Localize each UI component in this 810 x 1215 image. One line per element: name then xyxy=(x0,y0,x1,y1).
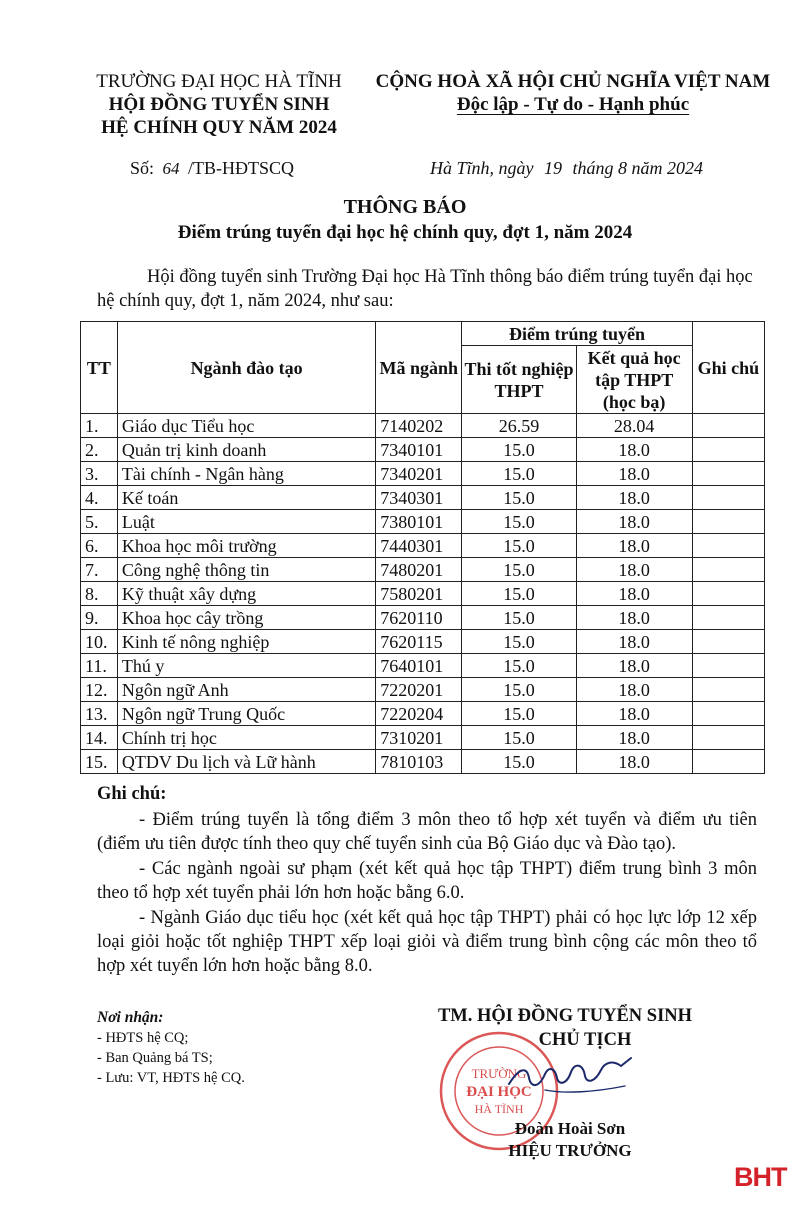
date-prefix: Hà Tĩnh, ngày xyxy=(430,158,534,178)
row-record-score: 18.0 xyxy=(576,606,692,630)
row-record-score: 18.0 xyxy=(576,438,692,462)
row-exam-score: 15.0 xyxy=(462,606,576,630)
row-tt: 11. xyxy=(81,654,118,678)
row-major-name: Ngôn ngữ Anh xyxy=(117,678,375,702)
row-major-name: Kỹ thuật xây dựng xyxy=(117,582,375,606)
national-motto: Độc lập - Tự do - Hạnh phúc xyxy=(456,94,690,115)
row-record-score: 18.0 xyxy=(576,534,692,558)
row-exam-score: 15.0 xyxy=(462,486,576,510)
table-header-row xyxy=(81,322,765,346)
row-note xyxy=(692,486,764,510)
row-major-code: 7620115 xyxy=(376,630,462,654)
row-major-code: 7380101 xyxy=(376,510,462,534)
header-note: Ghi chú xyxy=(692,322,764,414)
header-record-score: Kết quả học tập THPT (học bạ) xyxy=(576,346,692,414)
row-tt: 1. xyxy=(81,414,118,438)
row-note xyxy=(692,702,764,726)
note-item: - Điểm trúng tuyển là tổng điểm 3 môn theo tổ hợp xét tuyển và điểm ưu tiên (điểm ưu tiên được tính theo quy chế tuyển sinh của Bộ Giáo dục và Đào tạo). xyxy=(97,810,757,854)
row-major-name: Khoa học cây trồng xyxy=(117,606,375,630)
handwritten-signature-icon xyxy=(505,1050,635,1100)
row-exam-score: 15.0 xyxy=(462,678,576,702)
recipient-item: - Ban Quảng bá TS; xyxy=(97,1050,213,1066)
table-row xyxy=(81,558,765,582)
signer-name: Đoàn Hoài Sơn xyxy=(514,1119,626,1138)
row-record-score: 18.0 xyxy=(576,750,692,774)
row-major-name: Quản trị kinh doanh xyxy=(117,438,375,462)
row-note xyxy=(692,750,764,774)
row-exam-score: 15.0 xyxy=(462,750,576,774)
row-exam-score: 15.0 xyxy=(462,462,576,486)
note-item: - Các ngành ngoài sư phạm (xét kết quả học tập THPT) điểm trung bình 3 môn theo tổ hợp xét tuyển phải lớn hơn hoặc bằng 6.0. xyxy=(97,859,757,903)
row-record-score: 18.0 xyxy=(576,678,692,702)
reference-prefix: Số: xyxy=(130,158,155,178)
row-tt: 7. xyxy=(81,558,118,582)
row-tt: 6. xyxy=(81,534,118,558)
row-major-name: Khoa học môi trường xyxy=(117,534,375,558)
table-row xyxy=(81,702,765,726)
header-exam-score: Thi tốt nghiệp THPT xyxy=(462,346,576,414)
table-row xyxy=(81,534,765,558)
row-tt: 8. xyxy=(81,582,118,606)
stamp-line2: ĐẠI HỌC xyxy=(466,1084,532,1100)
row-major-code: 7480201 xyxy=(376,558,462,582)
row-note xyxy=(692,630,764,654)
issuer-council: HỘI ĐỒNG TUYỂN SINH xyxy=(108,94,330,115)
row-major-code: 7810103 xyxy=(376,750,462,774)
row-tt: 13. xyxy=(81,702,118,726)
notes-heading: Ghi chú: xyxy=(97,784,167,804)
national-header xyxy=(368,70,778,116)
row-major-name: Kinh tế nông nghiệp xyxy=(117,630,375,654)
row-note xyxy=(692,678,764,702)
row-major-code: 7340101 xyxy=(376,438,462,462)
reference-code: /TB-HĐTSCQ xyxy=(188,158,295,178)
row-exam-score: 15.0 xyxy=(462,726,576,750)
stamp-line3: HÀ TĨNH xyxy=(474,1102,524,1116)
row-major-name: Luật xyxy=(117,510,375,534)
row-major-name: QTDV Du lịch và Lữ hành xyxy=(117,750,375,774)
date-rest: tháng 8 năm 2024 xyxy=(572,158,703,178)
row-major-name: Tài chính - Ngân hàng xyxy=(117,462,375,486)
row-major-code: 7640101 xyxy=(376,654,462,678)
row-major-code: 7140202 xyxy=(376,414,462,438)
row-tt: 9. xyxy=(81,606,118,630)
row-exam-score: 15.0 xyxy=(462,702,576,726)
row-exam-score: 15.0 xyxy=(462,534,576,558)
document-title: THÔNG BÁO xyxy=(343,196,467,218)
reference-number xyxy=(130,158,294,179)
row-record-score: 18.0 xyxy=(576,702,692,726)
recipient-item: - Lưu: VT, HĐTS hệ CQ. xyxy=(97,1070,245,1086)
row-tt: 3. xyxy=(81,462,118,486)
row-exam-score: 15.0 xyxy=(462,558,576,582)
row-tt: 2. xyxy=(81,438,118,462)
table-row xyxy=(81,606,765,630)
signer-role: HIỆU TRƯỞNG xyxy=(508,1141,632,1160)
table-row xyxy=(81,630,765,654)
row-record-score: 18.0 xyxy=(576,510,692,534)
notes-section xyxy=(97,782,757,979)
row-exam-score: 26.59 xyxy=(462,414,576,438)
row-record-score: 18.0 xyxy=(576,630,692,654)
row-major-code: 7220204 xyxy=(376,702,462,726)
row-tt: 4. xyxy=(81,486,118,510)
bht-logo: BHT xyxy=(734,1162,787,1192)
issuer-program: HỆ CHÍNH QUY NĂM 2024 xyxy=(101,117,337,138)
signature-authority: TM. HỘI ĐỒNG TUYỂN SINH xyxy=(437,1006,693,1026)
row-major-code: 7340301 xyxy=(376,486,462,510)
row-tt: 15. xyxy=(81,750,118,774)
row-tt: 5. xyxy=(81,510,118,534)
row-major-code: 7340201 xyxy=(376,462,462,486)
signer-block xyxy=(470,1118,670,1162)
table-row xyxy=(81,438,765,462)
row-record-score: 18.0 xyxy=(576,558,692,582)
row-record-score: 18.0 xyxy=(576,486,692,510)
header-score-group: Điểm trúng tuyển xyxy=(462,322,692,346)
issuer-header xyxy=(80,70,358,139)
row-major-name: Ngôn ngữ Trung Quốc xyxy=(117,702,375,726)
reference-value: 64 xyxy=(162,159,180,178)
row-major-name: Giáo dục Tiểu học xyxy=(117,414,375,438)
national-name: CỘNG HOÀ XÃ HỘI CHỦ NGHĨA VIỆT NAM xyxy=(375,71,771,92)
row-major-name: Chính trị học xyxy=(117,726,375,750)
issuer-university: TRƯỜNG ĐẠI HỌC HÀ TĨNH xyxy=(96,71,342,92)
row-record-score: 18.0 xyxy=(576,654,692,678)
table-row xyxy=(81,462,765,486)
recipients-block xyxy=(97,1008,245,1088)
row-note xyxy=(692,510,764,534)
recipient-item: - HĐTS hệ CQ; xyxy=(97,1030,189,1046)
table-row xyxy=(81,510,765,534)
row-exam-score: 15.0 xyxy=(462,630,576,654)
table-row xyxy=(81,726,765,750)
issue-date xyxy=(430,158,703,179)
intro-paragraph: Hội đồng tuyển sinh Trường Đại học Hà Tĩnh thông báo điểm trúng tuyển đại học hệ chính quy, đợt 1, năm 2024, như sau: xyxy=(97,267,753,311)
row-tt: 14. xyxy=(81,726,118,750)
document-subtitle: Điểm trúng tuyển đại học hệ chính quy, đợt 1, năm 2024 xyxy=(177,222,633,243)
row-tt: 10. xyxy=(81,630,118,654)
note-item: - Ngành Giáo dục tiểu học (xét kết quả học tập THPT) phải có học lực lớp 12 xếp loại giỏi hoặc tốt nghiệp THPT xếp loại giỏi và điểm trung bình cộng các môn theo tổ hợp xét tuyển lớn hơn hoặc bằng 8.0. xyxy=(97,908,757,976)
row-exam-score: 15.0 xyxy=(462,510,576,534)
row-note xyxy=(692,582,764,606)
table-row xyxy=(81,654,765,678)
date-day: 19 xyxy=(544,158,562,178)
row-note xyxy=(692,462,764,486)
table-row xyxy=(81,750,765,774)
header-tt: TT xyxy=(81,322,118,414)
row-note xyxy=(692,558,764,582)
recipients-title: Nơi nhận: xyxy=(97,1009,164,1026)
row-tt: 12. xyxy=(81,678,118,702)
admission-score-table xyxy=(80,321,765,774)
row-record-score: 18.0 xyxy=(576,582,692,606)
row-major-code: 7220201 xyxy=(376,678,462,702)
row-note xyxy=(692,606,764,630)
row-exam-score: 15.0 xyxy=(462,582,576,606)
row-record-score: 18.0 xyxy=(576,462,692,486)
header-code: Mã ngành xyxy=(376,322,462,414)
table-row xyxy=(81,486,765,510)
row-note xyxy=(692,534,764,558)
table-row xyxy=(81,678,765,702)
row-major-code: 7440301 xyxy=(376,534,462,558)
row-major-code: 7580201 xyxy=(376,582,462,606)
header-major: Ngành đào tạo xyxy=(117,322,375,414)
row-exam-score: 15.0 xyxy=(462,438,576,462)
table-row xyxy=(81,582,765,606)
stamp-line1: TRƯỜNG xyxy=(471,1066,527,1081)
signature-position: CHỦ TỊCH xyxy=(538,1030,632,1050)
row-major-code: 7620110 xyxy=(376,606,462,630)
row-major-code: 7310201 xyxy=(376,726,462,750)
row-note xyxy=(692,726,764,750)
row-record-score: 18.0 xyxy=(576,726,692,750)
row-major-name: Công nghệ thông tin xyxy=(117,558,375,582)
row-note xyxy=(692,414,764,438)
row-major-name: Thú y xyxy=(117,654,375,678)
row-record-score: 28.04 xyxy=(576,414,692,438)
table-row xyxy=(81,414,765,438)
row-note xyxy=(692,654,764,678)
row-note xyxy=(692,438,764,462)
row-exam-score: 15.0 xyxy=(462,654,576,678)
row-major-name: Kế toán xyxy=(117,486,375,510)
